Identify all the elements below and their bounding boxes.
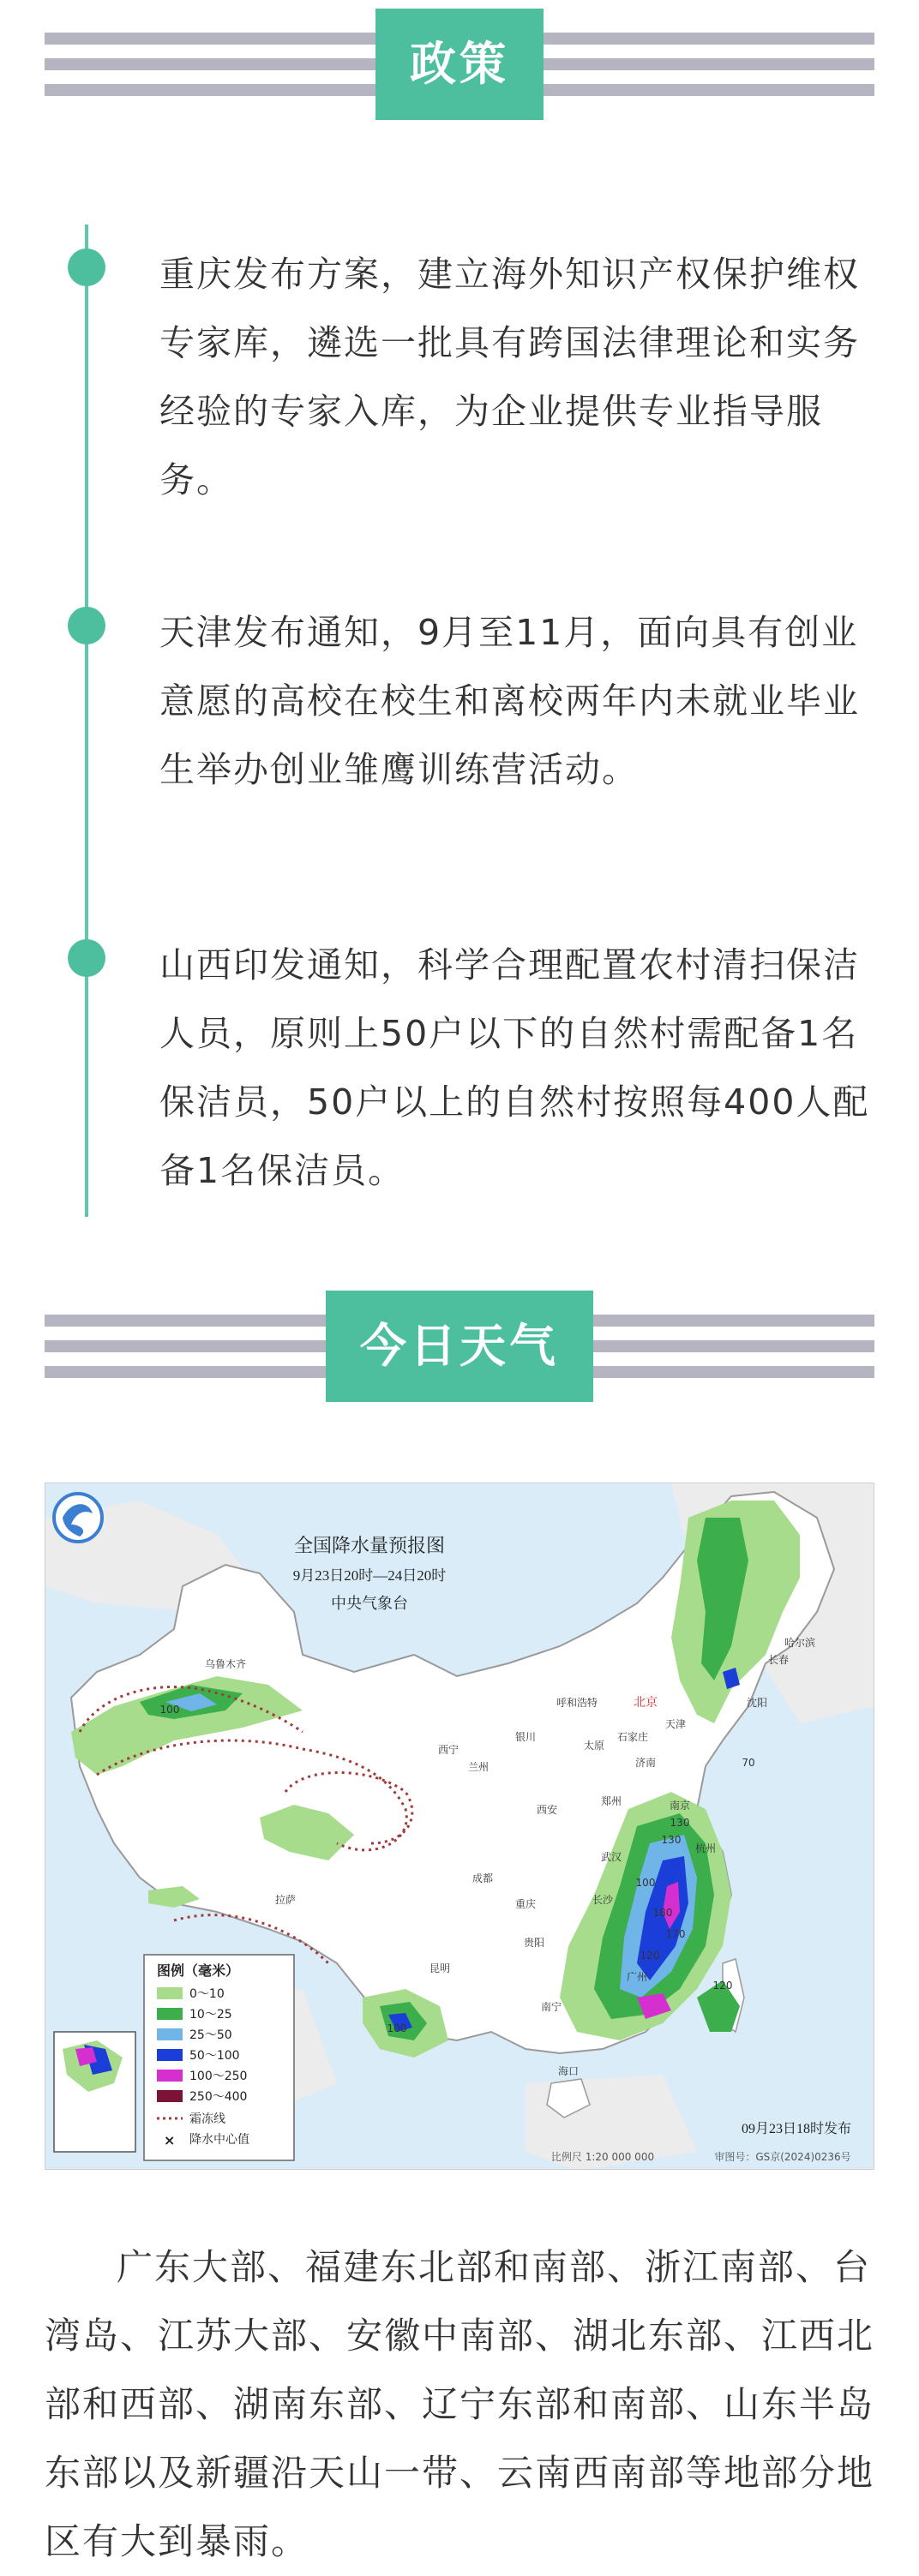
legend-swatch [157,2049,183,2061]
legend-label: 霜冻线 [189,2112,225,2126]
map-city-label: 哈尔滨 [784,1637,816,1649]
map-city-label: 乌鲁木齐 [204,1658,247,1670]
rain-center-value: 120 [640,1950,660,1962]
rain-center-value: 120 [712,1980,733,1992]
rain-center-value: 100 [387,2022,407,2034]
map-city-label: 广州 [626,1971,648,1983]
map-city-label: 兰州 [467,1761,490,1773]
map-city-label: 南京 [669,1800,691,1812]
rain-center-value: 130 [661,1834,682,1846]
legend-label: 降水中心值 [189,2133,249,2147]
map-city-label: 西安 [536,1804,558,1816]
policy-item-text: 天津发布通知，9月至11月，面向具有创业意愿的高校在校生和离校两年内未就业毕业生举办创业雏鹰训练营活动。 [159,612,860,790]
legend-label: 0～10 [189,1987,225,2001]
map-city-label: 杭州 [694,1842,717,1854]
rain-center-value: 170 [665,1928,686,1940]
legend-swatch [157,2090,183,2102]
map-city-label: 昆明 [429,1962,451,1974]
legend-label: 10～25 [189,2008,232,2022]
policy-item-text: 重庆发布方案，建立海外知识产权保护维权专家库，遴选一批具有跨国法律理论和实务经验的专家入库，为企业提供专业指导服务。 [159,254,860,500]
weather-description: 广东大部、福建东北部和南部、浙江南部、台湾岛、江苏大部、安徽中南部、湖北东部、江西北部和西部、湖南东部、辽宁东部和南部、山东半岛东部以及新疆沿天山一带、云南西南部等地部分地区有大到暴雨。 [45,2246,875,2562]
timeline-dot-icon [68,939,105,977]
weather-section-header [45,1291,874,1402]
map-city-label: 南宁 [540,2001,562,2013]
map-issuer: 中央气象台 [331,1595,408,1612]
map-city-label: 拉萨 [274,1894,297,1906]
map-city-label: 天津 [664,1718,687,1730]
rain-center-value: 100 [159,1704,180,1716]
map-city-label: 沈阳 [746,1697,768,1709]
legend-cross-icon: × [164,2132,176,2148]
timeline-line [85,225,88,1217]
legend-swatch [157,2070,183,2082]
rain-center-value: 100 [635,1877,656,1889]
legend-label: 250～400 [189,2090,248,2104]
weather-section-title: 今日天气 [326,1291,593,1402]
map-approval-number: 审图号：GS京(2024)0236号 [714,2151,851,2163]
map-city-label: 武汉 [600,1851,622,1863]
map-city-label: 石家庄 [616,1731,649,1743]
legend-label: 100～250 [189,2070,248,2083]
map-city-label: 郑州 [600,1795,622,1807]
legend-swatch [157,2028,183,2040]
precipitation-forecast-map [45,1483,874,2170]
map-city-label: 长沙 [592,1894,614,1906]
map-city-label: 西宁 [437,1744,460,1756]
map-scale: 比例尺 1:20 000 000 [550,2151,655,2163]
rain-center-value: 130 [670,1817,690,1829]
policy-section-header [45,9,874,120]
map-city-label: 银川 [514,1731,537,1743]
policy-item-text: 山西印发通知，科学合理配置农村清扫保洁人员，原则上50户以下的自然村需配备1名保洁员，50户以上的自然村按照每400人配备1名保洁员。 [159,944,870,1191]
timeline-dot-icon [68,607,105,644]
policy-timeline [45,225,874,1217]
legend-title: 图例（毫米） [157,1962,240,1979]
rain-center-value: 70 [742,1757,755,1769]
map-title: 全国降水量预报图 [293,1535,446,1556]
legend-label: 25～50 [189,2028,232,2042]
map-publish-time: 09月23日18时发布 [741,2122,851,2136]
policy-section-title: 政策 [375,9,544,120]
map-city-label: 济南 [634,1757,657,1769]
map-city-label: 重庆 [514,1898,537,1910]
map-city-label: 海口 [557,2065,580,2077]
map-city-label: 成都 [472,1872,494,1884]
map-city-label: 北京 [634,1696,658,1710]
map-city-label: 长春 [767,1654,790,1666]
rain-center-value: 180 [652,1907,673,1919]
map-svg [45,1483,874,2170]
map-city-label: 贵阳 [523,1937,545,1949]
map-city-label: 太原 [583,1740,605,1752]
timeline-dot-icon [68,249,105,286]
legend-swatch [157,1987,183,1999]
legend-label: 50～100 [189,2049,240,2063]
map-city-label: 呼和浩特 [556,1697,598,1709]
map-time-range: 9月23日20时—24日20时 [292,1567,447,1584]
legend-swatch [157,2008,183,2020]
